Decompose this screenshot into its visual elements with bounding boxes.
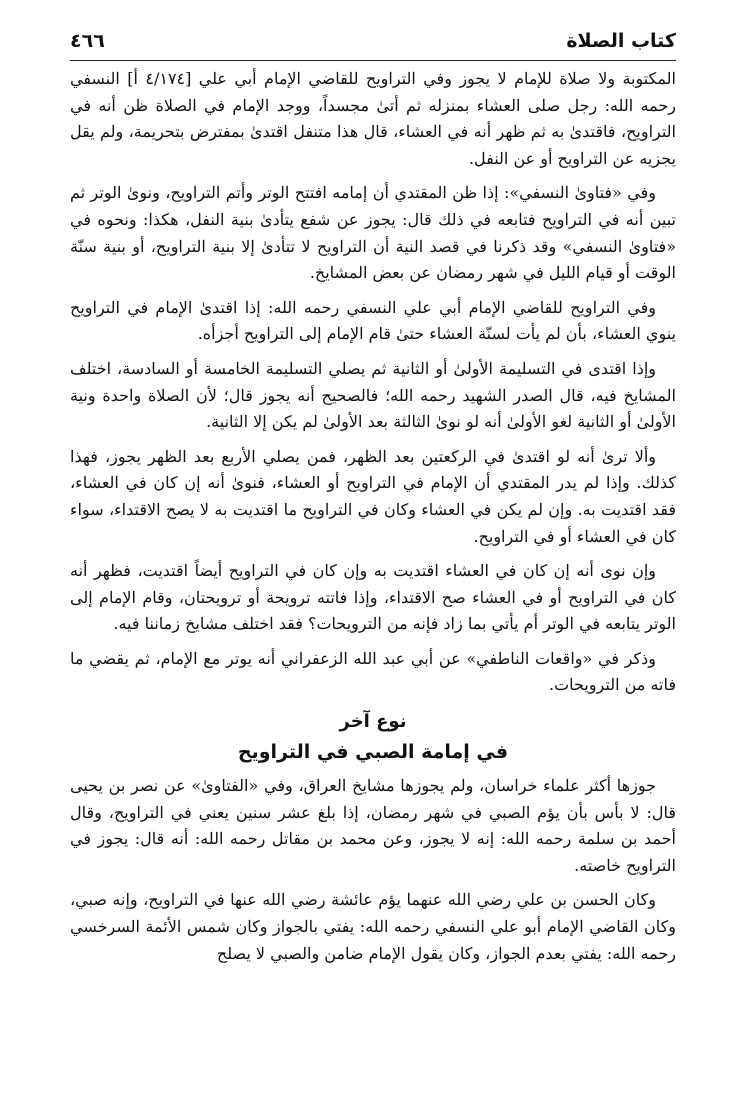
paragraph-5: وألا ترىٰ أنه لو اقتدىٰ في الركعتين بعد الظهر، فمن يصلي الأربع بعد الظهر يجوز، فهذا كذلك. وإذا لم يدر المقتدي أن الإمام في التراويح أو العشاء، فنوىٰ أنه إن كان في العشاء، فقد اقتديت به. وإن لم يكن في العشاء وكان في التراويح ما اقتديت به لا يصح الاقتداء، سواء كان في العشاء أو في التراويح. xyxy=(70,446,676,546)
paragraph-8: جوزها أكثر علماء خراسان، ولم يجوزها مشايخ العراق، وفي «الفتاوىٰ» عن نصر بن يحيى قال: لا بأس بأن يؤم الصبي في شهر رمضان، إذا بلغ عشر سنين يعني في التراويح، وقال أحمد بن سلمة رحمه الله: إنه لا يجوز، وعن محمد بن مقاتل رحمه الله: أنه قال: يجوز في التراويح خاصته. xyxy=(70,776,676,875)
page-body xyxy=(70,66,676,975)
paragraph-6: وإن نوى أنه إن كان في العشاء اقتديت به وإن كان في التراويح أيضاً اقتديت، فظهر أنه كان في التراويح أو في العشاء صح الاقتداء، وإذا فاتته ترويحة أو ترويحتان، وقام الإمام إلى الوتر يتابعه في الوتر أم يأتي بما زاد فإنه من الترويحات؟ فقد اختلف مشايخ زماننا فيه. xyxy=(70,561,677,634)
section-subheading: في إمامة الصبي في التراويح xyxy=(237,741,509,764)
paragraph-7: وذكر في «واقعات الناطفي» عن أبي عبد الله الزعفراني أنه يوتر مع الإمام، ثم يقضي ما فاته من الترويحات. xyxy=(70,648,676,695)
paragraph-1: المكتوبة ولا صلاة للإمام لا يجوز وفي التراويح للقاضي الإمام أبي علي [٤/١٧٤ أ] النسفي رحمه الله: رجل صلى العشاء بمنزله ثم أتىٰ مجسداً، ووجد الإمام في الصلاة ظن أنه في التراويح، فاقتدىٰ به ثم ظهر أنه في العشاء، قال هذا متنفل اقتدىٰ بمفترض بتحريمة، ولم يقل يجزيه عن التراويح أو عن النفل. xyxy=(70,69,676,168)
paragraph-9: وكان الحسن بن علي رضي الله عنهما يؤم عائشة رضي الله عنها في التراويح، وإنه صبي، وكان القاضي الإمام أبو علي النسفي رحمه الله: يفتي بالجواز وكان شمس الأئمة السرخسي رحمه الله: يفتي بعدم الجواز، وكان يقول الإمام ضامن والصبي لا يصلح xyxy=(70,890,676,963)
page-number: ٤٦٦ xyxy=(70,30,105,52)
paragraph-3: وفي التراويح للقاضي الإمام أبي علي النسفي رحمه الله: إذا اقتدىٰ الإمام في التراويح ينوي العشاء، بأن لم يأت لسنّة العشاء حتىٰ قام الإمام إلى التراويح أجزأه. xyxy=(70,297,676,344)
page-header xyxy=(70,26,676,61)
paragraph-4: وإذا اقتدى في التسليمة الأولىٰ أو الثانية ثم يصلي التسليمة الخامسة أو السادسة، اختلف المشايخ فيه، قال الصدر الشهيد رحمه الله؛ فالصحيح أنه يجوز قال؛ لأن الصلاة واحدة ونية الأولىٰ أو الثانية لغو الأولىٰ أنه لو نوىٰ الثالثة بعد الأولىٰ لم يكن إلا الثانية. xyxy=(70,358,676,432)
book-title: كتاب الصلاة xyxy=(566,30,676,52)
paragraph-2: وفي «فتاوىٰ النسفي»: إذا ظن المقتدي أن إمامه افتتح الوتر وأتم التراويح، ونوىٰ الوتر ثم تبين أنه في التراويح فتابعه في ذلك قال: يجوز عن شفع يتأدىٰ بنية النفل، هكذا: ونحوه في «فتاوىٰ النسفي» وقد ذكرنا في قصد النية أن التراويح لا تتأدىٰ إلا بنية التراويح، أو بنية سنّة الوقت أو قيام الليل في شهر رمضان عن بعض المشايخ. xyxy=(70,183,676,283)
section-heading: نوع آخر xyxy=(339,711,407,733)
